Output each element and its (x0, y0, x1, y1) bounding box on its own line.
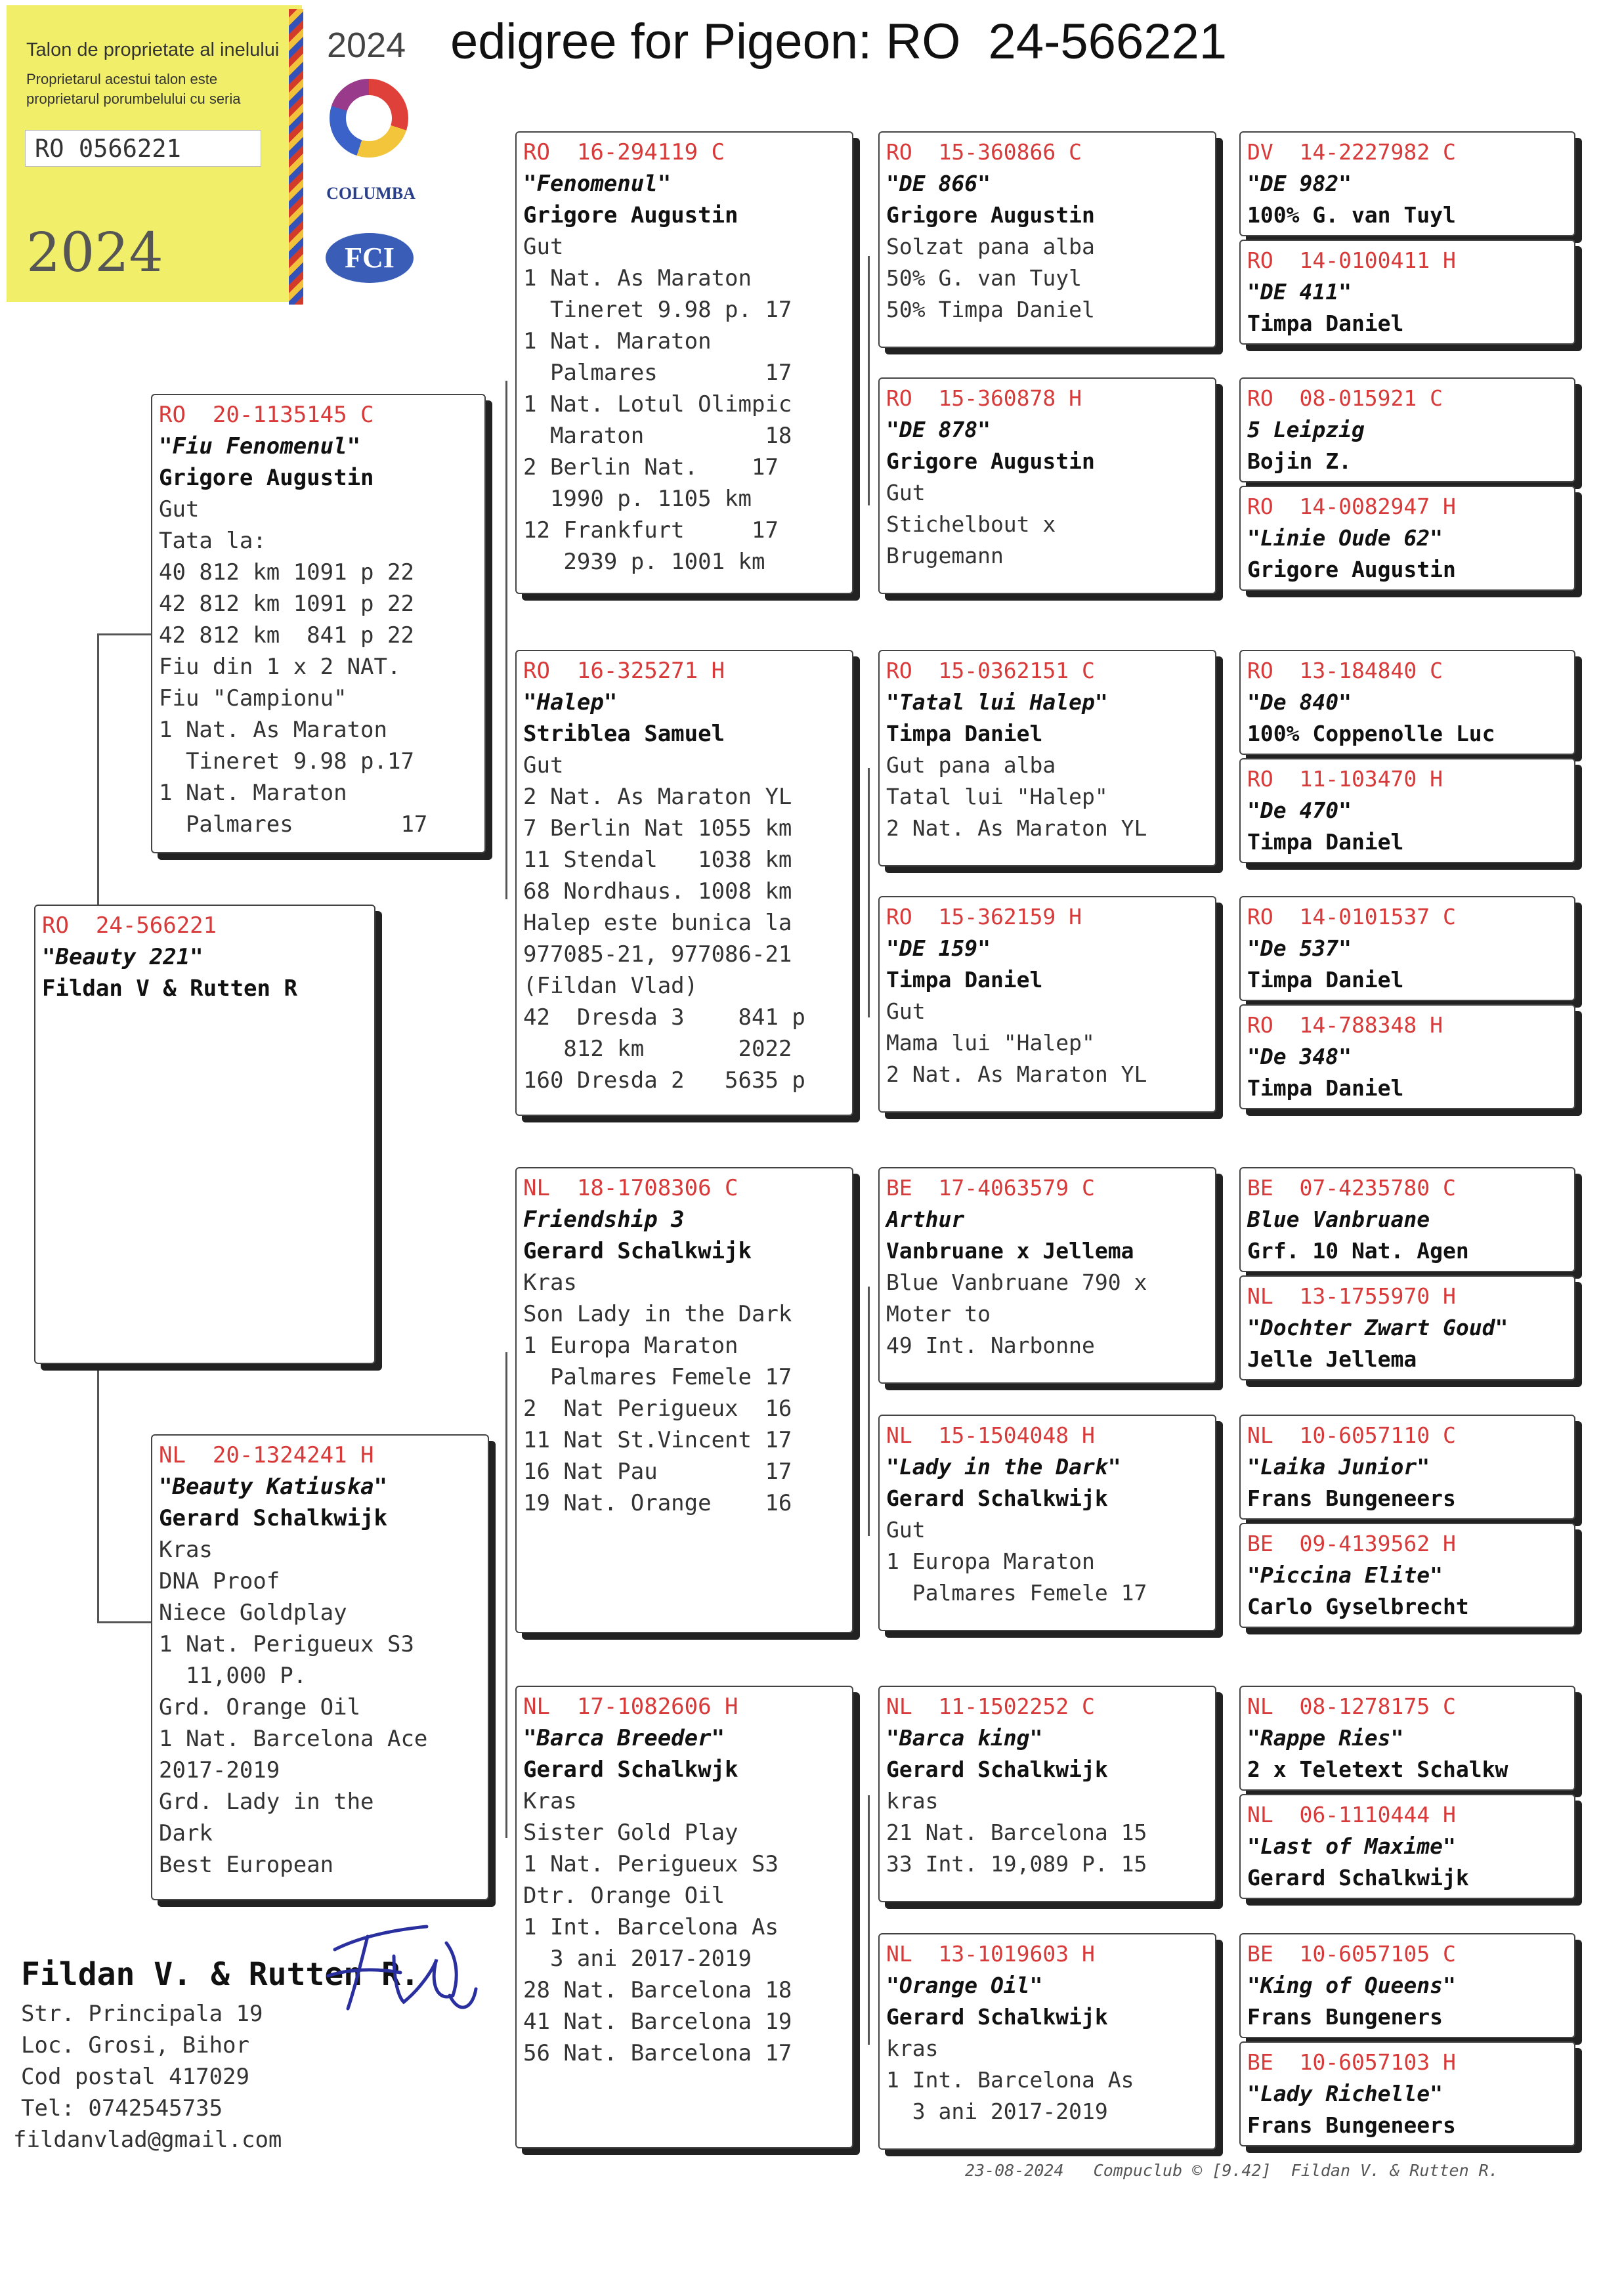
note-line: Palmares 17 (159, 811, 428, 838)
note-line: 1 Nat. Perigueux S3 (523, 1851, 779, 1877)
g3-ring: RO 08-015921 C (1247, 385, 1443, 411)
pedigree-card-g14 (1239, 1794, 1575, 1899)
address-line: Str. Principala 19 (21, 2001, 263, 2027)
pedigree-card-dds (878, 1686, 1216, 1902)
g7-name: "De 537" (1247, 935, 1352, 961)
note-line: 160 Dresda 2 5635 p (523, 1067, 805, 1094)
decorative-braid (289, 9, 303, 305)
pedigree-card-dd (515, 1686, 853, 2148)
sd-breeder: Striblea Samuel (523, 721, 725, 747)
pedigree-card-g7 (1239, 896, 1575, 1001)
note-line: Tata la: (159, 528, 267, 554)
connector-line (97, 1621, 151, 1623)
note-line: 50% Timpa Daniel (886, 297, 1095, 322)
note-line: 1 Int. Barcelona As (523, 1914, 779, 1940)
g1-ring: DV 14-2227982 C (1247, 139, 1456, 165)
pedigree-card-g13 (1239, 1686, 1575, 1791)
note-line: 11 Nat St.Vincent 17 (523, 1427, 792, 1453)
note-line: 2 Berlin Nat. 17 (523, 454, 779, 480)
note-line: 7 Berlin Nat 1055 km (523, 815, 792, 842)
sd-notes (523, 750, 845, 1096)
note-line: Palmares Femele 17 (523, 1364, 792, 1390)
note-line: (Fildan Vlad) (523, 973, 698, 999)
note-line: Son Lady in the Dark (523, 1301, 792, 1327)
note-line: Tineret 9.98 p.17 (159, 748, 414, 775)
note-line: Brugemann (886, 543, 1004, 568)
ss-notes (523, 231, 845, 578)
pedigree-card-g8 (1239, 1004, 1575, 1109)
g5-name: "De 840" (1247, 689, 1352, 715)
note-line: 11,000 P. (159, 1663, 307, 1689)
pedigree-card-subject (34, 905, 375, 1364)
g2-breeder: Timpa Daniel (1247, 310, 1404, 336)
note-line: 42 Dresda 3 841 p (523, 1004, 805, 1031)
note-line: Gut (159, 496, 200, 523)
note-line: Fiu "Campionu" (159, 685, 347, 712)
note-line: Gut (523, 752, 564, 779)
note-line: 40 812 km 1091 p 22 (159, 559, 414, 586)
g9-name: Blue Vanbruane (1247, 1206, 1430, 1232)
note-line: Tatal lui "Halep" (886, 784, 1108, 809)
pedigree-card-ddd (878, 1933, 1216, 2150)
sss-notes (886, 231, 1208, 326)
dds-breeder: Gerard Schalkwijk (886, 1757, 1108, 1782)
sticker-ring-prefix: RO (35, 135, 64, 163)
sdd-notes (886, 996, 1208, 1090)
note-line: 16 Nat Pau 17 (523, 1459, 792, 1485)
note-line: DNA Proof (159, 1568, 280, 1594)
pedigree-card-ssd (878, 377, 1216, 594)
g6-breeder: Timpa Daniel (1247, 829, 1404, 855)
dsd-breeder: Gerard Schalkwijk (886, 1485, 1108, 1511)
note-line: 49 Int. Narbonne (886, 1333, 1095, 1358)
ss-breeder: Grigore Augustin (523, 202, 738, 228)
pedigree-card-g5 (1239, 650, 1575, 755)
note-line: Solzat pana alba (886, 234, 1095, 259)
g2-ring: RO 14-0100411 H (1247, 247, 1456, 273)
g1-name: "DE 982" (1247, 171, 1352, 196)
pedigree-card-dam (151, 1434, 489, 1900)
note-line: 21 Nat. Barcelona 15 (886, 1820, 1147, 1845)
g14-ring: NL 06-1110444 H (1247, 1802, 1456, 1827)
g13-ring: NL 08-1278175 C (1247, 1694, 1456, 1719)
note-line: kras (886, 1788, 939, 1814)
g12-name: "Piccina Elite" (1247, 1562, 1443, 1588)
pedigree-card-ds (515, 1167, 853, 1633)
note-line: 1 Nat. Maraton (159, 780, 347, 806)
note-line: 1 Europa Maraton (886, 1548, 1095, 1574)
note-line: Gut (886, 480, 926, 505)
sds-breeder: Timpa Daniel (886, 721, 1043, 746)
connector-line (868, 768, 870, 1017)
dds-ring: NL 11-1502252 C (886, 1694, 1095, 1719)
pedigree-card-g16 (1239, 2041, 1575, 2146)
dd-ring: NL 17-1082606 H (523, 1694, 738, 1720)
note-line: 1 Nat. Barcelona Ace (159, 1726, 428, 1752)
note-line: 28 Nat. Barcelona 18 (523, 1977, 792, 2003)
note-line: Moter to (886, 1301, 991, 1327)
g1-breeder: 100% G. van Tuyl (1247, 202, 1456, 228)
note-line: 1 Nat. As Maraton (159, 717, 387, 743)
note-line: 812 km 2022 (523, 1036, 792, 1062)
note-line: 1990 p. 1105 km (523, 486, 752, 512)
g7-breeder: Timpa Daniel (1247, 967, 1404, 992)
g5-breeder: 100% Coppenolle Luc (1247, 721, 1495, 746)
dds-name: "Barca king" (886, 1725, 1043, 1751)
pedigree-card-g2 (1239, 240, 1575, 345)
note-line: 33 Int. 19,089 P. 15 (886, 1851, 1147, 1877)
g8-name: "De 348" (1247, 1044, 1352, 1069)
g15-breeder: Frans Bungeners (1247, 2004, 1443, 2030)
owner-email: fildanvlad@gmail.com (13, 2127, 282, 2153)
note-line: Dark (159, 1820, 213, 1846)
sire-ring: RO 20-1135145 C (159, 402, 374, 428)
note-line: 1 Nat. Lotul Olimpic (523, 391, 792, 417)
sticker-ring-number: 0566221 (78, 135, 181, 163)
ownership-sticker (7, 5, 302, 302)
connector-line (505, 381, 507, 899)
pedigree-card-g1 (1239, 131, 1575, 236)
g15-name: "King of Queens" (1247, 1973, 1456, 1998)
g8-ring: RO 14-788348 H (1247, 1012, 1443, 1038)
note-line: 19 Nat. Orange 16 (523, 1490, 792, 1516)
g5-ring: RO 13-184840 C (1247, 658, 1443, 683)
g2-name: "DE 411" (1247, 279, 1352, 305)
pedigree-card-ss (515, 131, 853, 594)
sd-name: "Halep" (523, 689, 618, 715)
sss-ring: RO 15-360866 C (886, 139, 1082, 165)
g4-breeder: Grigore Augustin (1247, 557, 1456, 582)
sds-notes (886, 750, 1208, 844)
note-line: 1 Int. Barcelona As (886, 2067, 1134, 2093)
g16-ring: BE 10-6057103 H (1247, 2049, 1456, 2075)
g11-breeder: Frans Bungeneers (1247, 1485, 1456, 1511)
handwritten-signature (322, 1897, 479, 2028)
connector-line (97, 633, 151, 635)
connector-line (868, 1287, 870, 1536)
g16-name: "Lady Richelle" (1247, 2081, 1443, 2106)
address-line: Loc. Grosi, Bihor (21, 2032, 249, 2059)
note-line: 41 Nat. Barcelona 19 (523, 2009, 792, 2035)
dsd-notes (886, 1514, 1208, 1609)
pedigree-card-sss (878, 131, 1216, 348)
ds-breeder: Gerard Schalkwijk (523, 1238, 752, 1264)
note-line: 2939 p. 1001 km (523, 549, 765, 575)
note-line: 1 Nat. Perigueux S3 (159, 1631, 414, 1657)
sdd-ring: RO 15-362159 H (886, 904, 1082, 929)
note-line: kras (886, 2036, 939, 2061)
note-line: Gut pana alba (886, 752, 1056, 778)
dam-ring: NL 20-1324241 H (159, 1442, 374, 1468)
sds-name: "Tatal lui Halep" (886, 689, 1108, 715)
ssd-notes (886, 477, 1208, 572)
note-line: Gut (886, 1517, 926, 1543)
note-line: 2 Nat. As Maraton YL (886, 815, 1147, 841)
note-line: Palmares 17 (523, 360, 792, 386)
g4-name: "Linie Oude 62" (1247, 525, 1443, 551)
dam-name: "Beauty Katiuska" (159, 1474, 387, 1500)
note-line: 3 ani 2017-2019 (523, 1946, 752, 1972)
g9-ring: BE 07-4235780 C (1247, 1175, 1456, 1201)
dd-breeder: Gerard Schalkwjk (523, 1757, 738, 1783)
dss-breeder: Vanbruane x Jellema (886, 1238, 1134, 1264)
note-line: 977085-21, 977086-21 (523, 941, 792, 968)
sire-breeder: Grigore Augustin (159, 465, 374, 491)
address-line: Cod postal 417029 (21, 2064, 249, 2090)
sticker-ring-box (25, 130, 261, 167)
pedigree-card-g3 (1239, 377, 1575, 482)
g11-ring: NL 10-6057110 C (1247, 1422, 1456, 1448)
ddd-ring: NL 13-1019603 H (886, 1941, 1095, 1967)
ss-name: "Fenomenul" (523, 171, 672, 197)
ss-ring: RO 16-294119 C (523, 139, 725, 165)
pedigree-card-g4 (1239, 486, 1575, 591)
note-line: Palmares Femele 17 (886, 1580, 1147, 1606)
pedigree-card-g11 (1239, 1415, 1575, 1520)
note-line: Maraton 18 (523, 423, 792, 449)
pedigree-card-sd (515, 650, 853, 1116)
note-line: Grd. Orange Oil (159, 1694, 361, 1720)
sss-name: "DE 866" (886, 171, 991, 196)
subject-ring: RO 24-566221 (42, 912, 217, 939)
g12-breeder: Carlo Gyselbrecht (1247, 1594, 1469, 1619)
pedigree-card-sdd (878, 896, 1216, 1113)
g13-name: "Rappe Ries" (1247, 1725, 1404, 1751)
ddd-breeder: Gerard Schalkwijk (886, 2004, 1108, 2030)
ssd-breeder: Grigore Augustin (886, 448, 1095, 474)
sdd-breeder: Timpa Daniel (886, 967, 1043, 992)
fci-logo-text: FCI (345, 242, 395, 274)
dam-notes (159, 1534, 481, 1881)
g8-breeder: Timpa Daniel (1247, 1075, 1404, 1101)
note-line: 2 Nat Perigueux 16 (523, 1396, 792, 1422)
dss-ring: BE 17-4063579 C (886, 1175, 1095, 1201)
g14-name: "Last of Maxime" (1247, 1833, 1456, 1859)
print-footer: 23-08-2024 Compuclub © [9.42] Fildan V. & Rutten R. (965, 2161, 1499, 2180)
pedigree-card-g9 (1239, 1167, 1575, 1272)
note-line: Niece Goldplay (159, 1600, 347, 1626)
note-line: 3 ani 2017-2019 (886, 2099, 1108, 2124)
dd-name: "Barca Breeder" (523, 1725, 725, 1751)
g9-breeder: Grf. 10 Nat. Agen (1247, 1238, 1469, 1264)
dss-name: Arthur (886, 1206, 965, 1232)
connector-line (868, 1795, 870, 2045)
note-line: 2 Nat. As Maraton YL (523, 784, 792, 810)
ds-notes (523, 1267, 845, 1519)
g4-ring: RO 14-0082947 H (1247, 494, 1456, 519)
g10-name: "Dochter Zwart Goud" (1247, 1315, 1508, 1340)
g10-ring: NL 13-1755970 H (1247, 1283, 1456, 1309)
note-line: 11 Stendal 1038 km (523, 847, 792, 873)
subject-name: "Beauty 221" (42, 944, 203, 970)
pedigree-card-g10 (1239, 1275, 1575, 1380)
note-line: Gut (523, 234, 564, 260)
sdd-name: "DE 159" (886, 935, 991, 961)
ddd-name: "Orange Oil" (886, 1973, 1043, 1998)
note-line: Mama lui "Halep" (886, 1030, 1095, 1056)
pedigree-card-dsd (878, 1415, 1216, 1631)
sticker-text: Proprietarul acestui talon este proprietarul porumbelului cu seria (26, 71, 241, 107)
connector-line (505, 1352, 507, 1838)
ds-ring: NL 18-1708306 C (523, 1175, 738, 1201)
dd-notes (523, 1785, 845, 2069)
dsd-ring: NL 15-1504048 H (886, 1422, 1095, 1448)
pedigree-card-g12 (1239, 1523, 1575, 1628)
note-line: Blue Vanbruane 790 x (886, 1270, 1147, 1295)
owner-address (13, 1998, 282, 2156)
sticker-year: 2024 (26, 222, 163, 284)
note-line: 1 Europa Maraton (523, 1333, 738, 1359)
note-line: 68 Nordhaus. 1008 km (523, 878, 792, 905)
note-line: 56 Nat. Barcelona 17 (523, 2040, 792, 2066)
g11-name: "Laika Junior" (1247, 1454, 1430, 1480)
note-line: 1 Nat. Maraton (523, 328, 712, 354)
ds-name: Friendship 3 (523, 1206, 685, 1233)
note-line: Tineret 9.98 p. 17 (523, 297, 792, 323)
pedigree-card-sds (878, 650, 1216, 866)
g6-name: "De 470" (1247, 798, 1352, 823)
note-line: 50% G. van Tuyl (886, 265, 1082, 291)
owner-name: Fildan V. & Rutten R. (21, 1956, 419, 1993)
note-line: 12 Frankfurt 17 (523, 517, 779, 544)
dds-notes (886, 1785, 1208, 1880)
dam-breeder: Gerard Schalkwijk (159, 1505, 387, 1531)
g7-ring: RO 14-0101537 C (1247, 904, 1456, 929)
page-title: edigree for Pigeon: RO 24-566221 (450, 14, 1228, 70)
note-line: Fiu din 1 x 2 NAT. (159, 654, 401, 680)
address-line: Tel: 0742545735 (21, 2095, 223, 2122)
g6-ring: RO 11-103470 H (1247, 766, 1443, 792)
sire-notes (159, 494, 478, 840)
pedigree-card-g6 (1239, 758, 1575, 863)
subject-breeder: Fildan V & Rutten R (42, 975, 297, 1002)
note-line: Gut (886, 998, 926, 1024)
g16-breeder: Frans Bungeneers (1247, 2112, 1456, 2138)
note-line: 42 812 km 841 p 22 (159, 622, 414, 649)
header-year: 2024 (327, 26, 406, 65)
note-line: 2 Nat. As Maraton YL (886, 1061, 1147, 1087)
sds-ring: RO 15-0362151 C (886, 658, 1095, 683)
g12-ring: BE 09-4139562 H (1247, 1531, 1456, 1556)
dss-notes (886, 1267, 1208, 1361)
note-line: Dtr. Orange Oil (523, 1883, 725, 1909)
sd-ring: RO 16-325271 H (523, 658, 725, 684)
note-line: Kras (523, 1270, 577, 1296)
note-line: Stichelbout x (886, 511, 1056, 537)
g15-ring: BE 10-6057105 C (1247, 1941, 1456, 1967)
note-line: 1 Nat. As Maraton (523, 265, 752, 291)
columba-logo-text: COLUMBA (326, 184, 416, 203)
note-line: 42 812 km 1091 p 22 (159, 591, 414, 617)
pedigree-card-sire (151, 394, 486, 853)
g13-breeder: 2 x Teletext Schalkw (1247, 1757, 1508, 1782)
pedigree-card-dss (878, 1167, 1216, 1384)
note-line: Kras (159, 1537, 213, 1563)
g3-name: 5 Leipzig (1247, 417, 1365, 442)
sss-breeder: Grigore Augustin (886, 202, 1095, 228)
note-line: 2017-2019 (159, 1757, 280, 1783)
note-line: Grd. Lady in the (159, 1789, 374, 1815)
ssd-name: "DE 878" (886, 417, 991, 442)
g14-breeder: Gerard Schalkwijk (1247, 1865, 1469, 1890)
note-line: Best European (159, 1852, 334, 1878)
sticker-title: Talon de proprietate al inelului (26, 39, 280, 60)
note-line: Kras (523, 1788, 577, 1814)
sire-name: "Fiu Fenomenul" (159, 433, 361, 459)
g10-breeder: Jelle Jellema (1247, 1346, 1417, 1372)
ssd-ring: RO 15-360878 H (886, 385, 1082, 411)
pedigree-card-g15 (1239, 1933, 1575, 2038)
ddd-notes (886, 2033, 1208, 2127)
dsd-name: "Lady in the Dark" (886, 1454, 1121, 1480)
connector-line (868, 256, 870, 505)
note-line: Halep este bunica la (523, 910, 792, 936)
columba-logo-center (346, 95, 392, 141)
g3-breeder: Bojin Z. (1247, 448, 1352, 474)
note-line: Sister Gold Play (523, 1820, 738, 1846)
